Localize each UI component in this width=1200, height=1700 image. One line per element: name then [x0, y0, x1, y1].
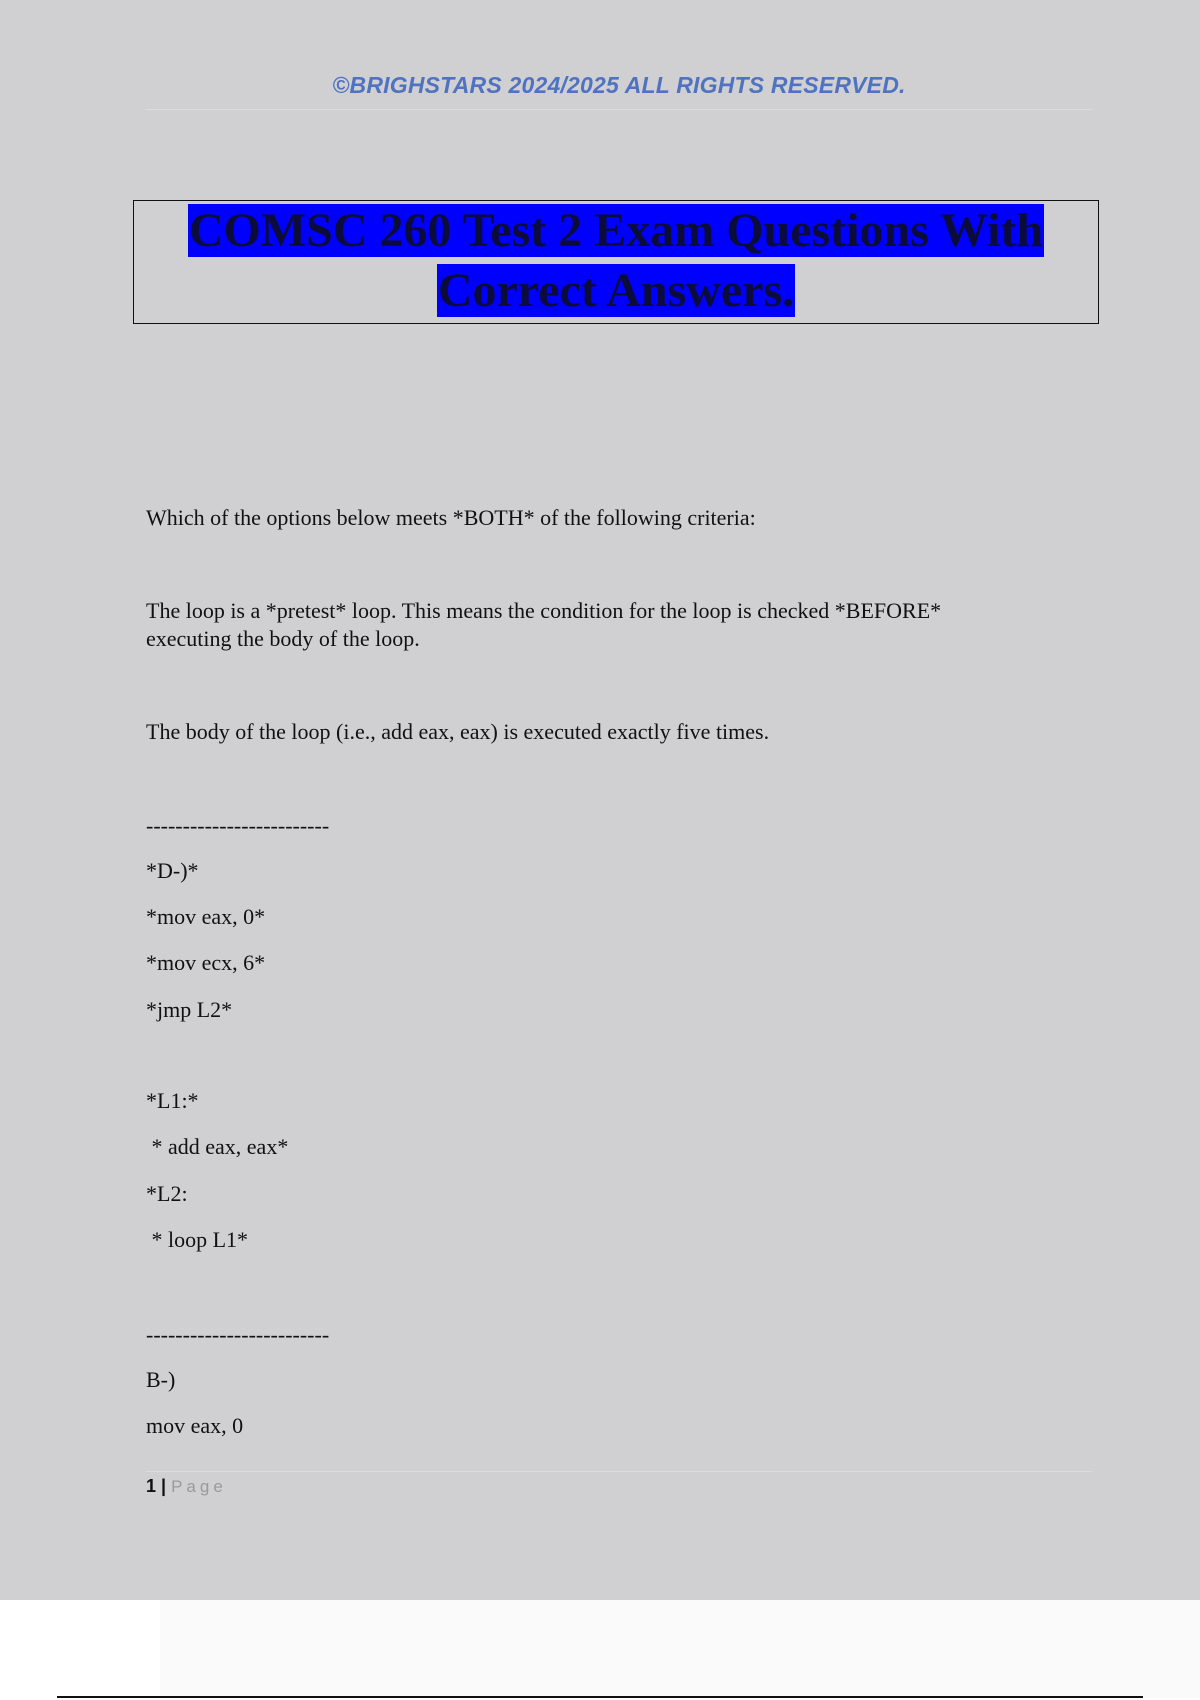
title-text-2: Correct Answers. [437, 264, 795, 317]
option-d-line-3: *jmp L2* [146, 997, 233, 1022]
page-word: Page [171, 1477, 227, 1496]
option-b-line-1: mov eax, 0 [146, 1413, 244, 1438]
option-d-line-2: *mov ecx, 6* [146, 950, 266, 975]
footer-divider [146, 1471, 1092, 1472]
option-d-l1-label: *L1:* [146, 1088, 199, 1113]
option-b-label: B-) [146, 1367, 176, 1392]
title-line-2 [134, 263, 1098, 323]
page-number: 1 [146, 1476, 157, 1496]
option-d-label: *D-)* [146, 858, 199, 883]
option-d-l1-body: * add eax, eax* [146, 1134, 289, 1159]
header-divider [146, 109, 1092, 110]
criterion-2: The body of the loop (i.e., add eax, eax) is executed exactly five times. [146, 719, 770, 744]
title-box [133, 200, 1099, 324]
footer-separator: | [161, 1476, 167, 1496]
separator-2: ------------------------- [146, 1322, 330, 1347]
bottom-rule [57, 1696, 1143, 1698]
title-text-1: COMSC 260 Test 2 Exam Questions With [188, 204, 1044, 257]
title-line-1 [134, 203, 1098, 263]
next-page-edge [160, 1600, 1200, 1698]
header-copyright: ©BRIGHSTARS 2024/2025 ALL RIGHTS RESERVED. [332, 72, 906, 98]
criterion-1-line-2: executing the body of the loop. [146, 626, 420, 651]
criterion-1-line-1: The loop is a *pretest* loop. This means the condition for the loop is checked *BEFORE* [146, 598, 942, 623]
separator-1: ------------------------- [146, 813, 330, 838]
question-intro: Which of the options below meets *BOTH* of the following criteria: [146, 505, 756, 530]
page-footer [146, 1474, 227, 1499]
option-d-l2-label: *L2: [146, 1181, 188, 1206]
option-d-line-1: *mov eax, 0* [146, 904, 266, 929]
option-d-l2-body: * loop L1* [146, 1227, 249, 1252]
